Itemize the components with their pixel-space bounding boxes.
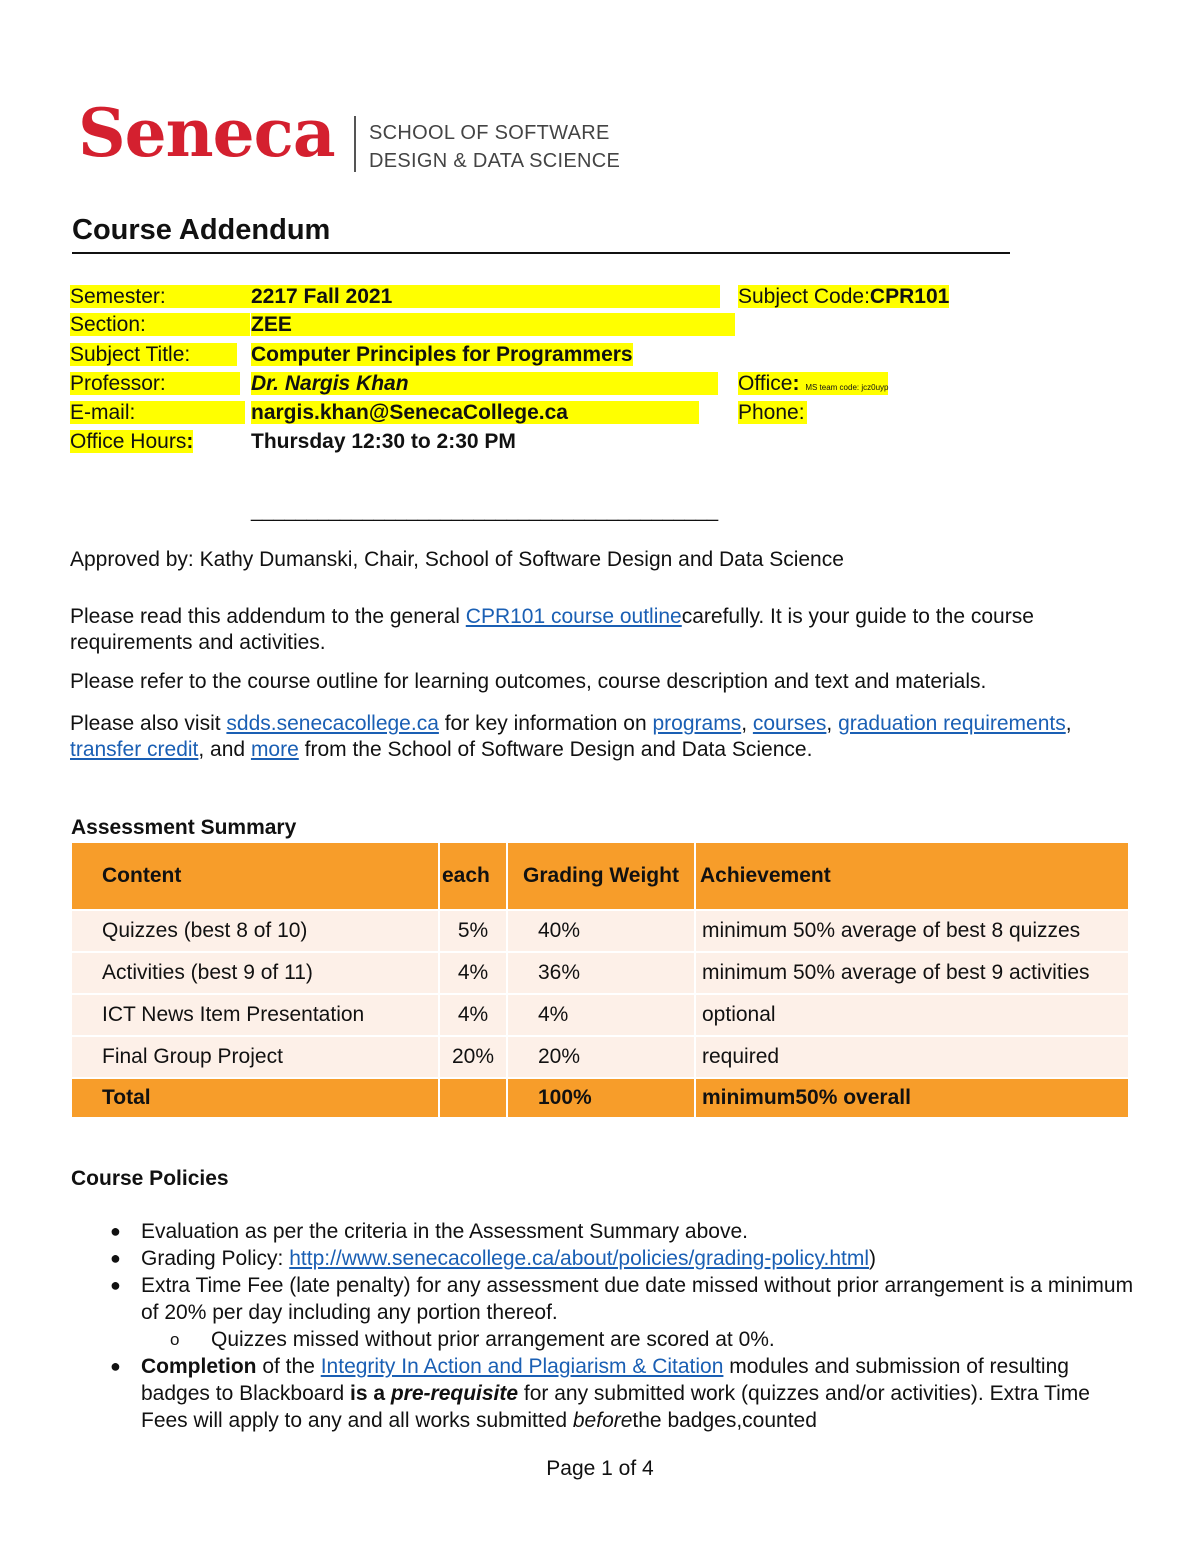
table-cell: 4% xyxy=(440,995,506,1035)
table-cell: 4% xyxy=(440,953,506,993)
programs-link[interactable]: programs xyxy=(652,712,742,735)
policies-heading: Course Policies xyxy=(71,1167,229,1190)
list-item: ● Extra Time Fee (late penalty) for any assessment due date missed without prior arrangement is a minimum of 20% per day including any portion thereof. xyxy=(110,1274,1134,1324)
school-name xyxy=(369,119,620,175)
table-cell: 20% xyxy=(508,1037,694,1077)
office-hours-value: Thursday 12:30 to 2:30 PM xyxy=(251,430,516,453)
table-cell: Final Group Project xyxy=(72,1037,438,1077)
logo-divider xyxy=(354,116,356,172)
assessment-table xyxy=(70,841,1130,1119)
intro-paragraph: Please read this addendum to the general CPR101 course outlinecarefully. It is your guide to the course requirements and activities. xyxy=(70,605,1034,654)
header-content: Content xyxy=(72,843,438,909)
total-label: Total xyxy=(72,1079,438,1117)
list-item: ● Grading Policy: http://www.senecacollege.ca/about/policies/grading-policy.html) xyxy=(110,1247,876,1270)
table-row xyxy=(72,953,1128,993)
bullet-icon: ● xyxy=(110,1275,121,1295)
sub-list-item: o Quizzes missed without prior arrangement are scored at 0%. xyxy=(170,1328,775,1351)
table-cell: optional xyxy=(696,995,1128,1035)
subject-code-label: Subject Code: xyxy=(738,285,870,308)
table-cell: minimum 50% average of best 9 activities xyxy=(696,953,1128,993)
circle-bullet-icon: o xyxy=(170,1330,180,1349)
approved-by: Approved by: Kathy Dumanski, Chair, School of Software Design and Data Science xyxy=(70,548,844,571)
total-each xyxy=(440,1079,506,1117)
office-hours-label: Office Hours: xyxy=(70,430,194,453)
list-item: ● Evaluation as per the criteria in the Assessment Summary above. xyxy=(110,1220,748,1243)
integrity-modules-link[interactable]: Integrity In Action and Plagiarism & Citation xyxy=(320,1355,724,1378)
total-weight: 100% xyxy=(508,1079,694,1117)
course-outline-link[interactable]: CPR101 course outline xyxy=(465,605,682,628)
section-value: ZEE xyxy=(251,311,735,339)
grading-policy-link[interactable]: http://www.senecacollege.ca/about/policies/grading-policy.html xyxy=(289,1247,869,1270)
office: Office: MS team code: jcz0uyp xyxy=(738,372,889,395)
table-header-row xyxy=(72,843,1128,909)
page-title: Course Addendum xyxy=(72,214,331,246)
email-label: E-mail: xyxy=(70,399,245,427)
table-row xyxy=(72,911,1128,951)
table-cell: ICT News Item Presentation xyxy=(72,995,438,1035)
table-cell: 36% xyxy=(508,953,694,993)
bullet-icon: ● xyxy=(110,1356,121,1376)
header-grading-weight: Grading Weight xyxy=(508,843,694,909)
transfer-credit-link[interactable]: transfer credit xyxy=(70,738,199,761)
professor-value: Dr. Nargis Khan xyxy=(251,370,718,398)
table-cell: 5% xyxy=(440,911,506,951)
table-cell: Quizzes (best 8 of 10) xyxy=(72,911,438,951)
semester-label: Semester: xyxy=(70,283,292,311)
list-item: ● Completion of the Integrity In Action and Plagiarism & Citation modules and submission of resulting badges to Blackboard is a pre-requisite for any submitted work (quizzes and/or activities). Extra Time Fees will apply to any and all works submitted beforethe badges,counted xyxy=(110,1355,1090,1432)
refer-paragraph: Please refer to the course outline for learning outcomes, course description and text and materials. xyxy=(70,670,987,693)
table-cell: required xyxy=(696,1037,1128,1077)
graduation-requirements-link[interactable]: graduation requirements xyxy=(838,712,1066,735)
table-cell: 20% xyxy=(440,1037,506,1077)
office-note: MS team code: jcz0uyp xyxy=(805,383,889,392)
table-cell: minimum 50% average of best 8 quizzes xyxy=(696,911,1128,951)
page-number: Page 1 of 4 xyxy=(546,1457,654,1480)
visit-paragraph: Please also visit sdds.senecacollege.ca for key information on programs, courses, graduation requirements, transfer credit, and more from the School of Software Design and Data Science. xyxy=(70,712,1072,761)
table-cell: 40% xyxy=(508,911,694,951)
school-name-line2: DESIGN & DATA SCIENCE xyxy=(369,150,621,172)
subject-title-label: Subject Title: xyxy=(70,341,237,369)
table-row xyxy=(72,995,1128,1035)
policies-list xyxy=(100,1218,1140,1434)
professor-label: Professor: xyxy=(70,370,240,398)
table-cell: 4% xyxy=(508,995,694,1035)
table-total-row xyxy=(72,1079,1128,1117)
header-achievement: Achievement xyxy=(696,843,1128,909)
subject-code-value: CPR101 xyxy=(869,285,950,308)
total-achievement: minimum50% overall xyxy=(696,1079,1128,1117)
subject-title-value: Computer Principles for Programmers xyxy=(251,343,633,366)
seneca-logo: Seneca xyxy=(78,94,335,172)
courses-link[interactable]: courses xyxy=(752,712,827,735)
table-cell: Activities (best 9 of 11) xyxy=(72,953,438,993)
bullet-icon: ● xyxy=(110,1248,121,1268)
school-name-line1: SCHOOL OF SOFTWARE xyxy=(369,122,610,144)
email-value: nargis.khan@SenecaCollege.ca xyxy=(251,399,699,427)
table-row xyxy=(72,1037,1128,1077)
bullet-icon: ● xyxy=(110,1221,121,1241)
subject-code xyxy=(738,283,949,311)
sdds-link[interactable]: sdds.senecacollege.ca xyxy=(226,712,439,735)
more-link[interactable]: more xyxy=(250,738,299,761)
section-label: Section: xyxy=(70,311,250,339)
assessment-heading: Assessment Summary xyxy=(71,816,297,839)
semester-value: 2217 Fall 2021 xyxy=(251,283,720,311)
title-rule xyxy=(72,252,1010,254)
phone-label: Phone: xyxy=(738,401,805,424)
signature-line: __________________________________________ xyxy=(251,500,719,522)
header-each: each xyxy=(440,843,506,909)
